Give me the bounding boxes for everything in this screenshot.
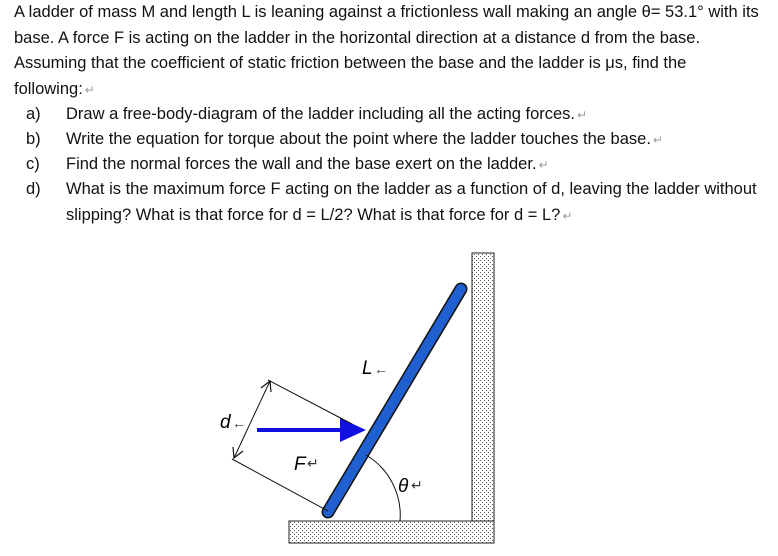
problem-intro-text: A ladder of mass M and length L is leaning against a frictionless wall making an angle θ= 53.1° with its base. A force F is acting on the ladder in the horizontal direction at a distance d from the base. Assuming that the coefficient of static friction between the base and the ladder is μs, find the following:: [14, 3, 759, 98]
question-label: d): [26, 180, 41, 198]
return-mark-icon: ↵: [307, 455, 319, 471]
arrow-mark-icon: ←: [232, 415, 246, 431]
ladder: [328, 289, 461, 512]
return-mark-icon: ↵: [577, 108, 588, 122]
arrow-mark-icon: ←: [374, 361, 388, 377]
question-text: Draw a free-body-diagram of the ladder including all the acting forces.: [66, 105, 576, 123]
angle-arc: [366, 455, 400, 521]
question-text: Find the normal forces the wall and the base exert on the ladder.: [66, 155, 537, 173]
return-mark-icon: ↵: [538, 158, 549, 172]
label-F: F: [294, 454, 306, 475]
question-label: c): [26, 155, 40, 173]
question-label: a): [26, 105, 41, 123]
label-d: d: [220, 412, 231, 433]
force-arrow: [257, 418, 366, 442]
return-mark-icon: ↵: [562, 208, 573, 223]
return-mark-icon: ↵: [652, 133, 663, 147]
label-L: L: [362, 358, 373, 379]
return-mark-icon: ↵: [411, 477, 423, 493]
label-theta: θ: [398, 476, 409, 497]
ladder-body: [328, 289, 461, 512]
question-text: Write the equation for torque about the point where the ladder touches the base.: [66, 130, 651, 148]
return-mark-icon: ↵: [84, 82, 95, 97]
wall: [472, 253, 494, 543]
floor: [289, 521, 494, 543]
question-label: b): [26, 130, 41, 148]
question-text: What is the maximum force F acting on the ladder as a function of d, leaving the ladder without slipping? What is that force for d = L/2? What is that force for d = L?: [66, 180, 757, 224]
